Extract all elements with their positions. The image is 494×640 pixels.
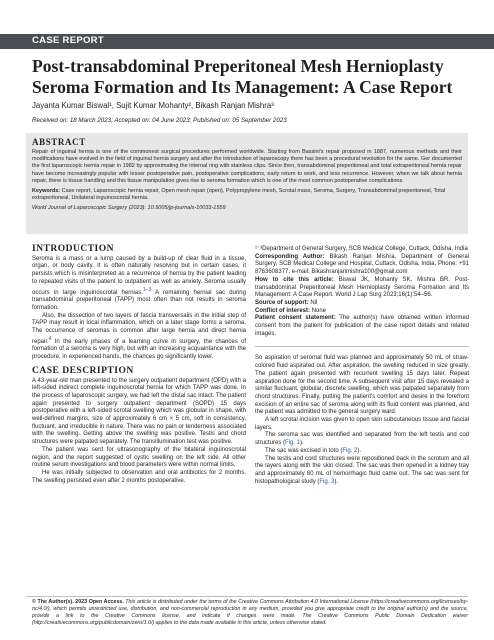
figure-2-link[interactable]: Fig. 2	[342, 447, 358, 454]
conflict-label: Conflict of interest:	[255, 307, 310, 314]
introduction-heading: INTRODUCTION	[32, 244, 115, 254]
body-paragraph-2: A left scrotal incision was given to open skin subcutaneous tissue and fascial layers.	[255, 417, 469, 431]
abstract-box	[26, 133, 468, 234]
how-to-cite	[255, 277, 469, 300]
body-p5-tail: ).	[334, 478, 339, 485]
case-paragraph-2: The patient was sent for ultrasonography of the bilateral inguinoscrotal region, and the report suggested of cystic swelling on the left side. All other routine serum investigations and blood parameters were within normal limits.	[32, 446, 246, 469]
report-type-label: CASE REPORT	[32, 35, 104, 46]
affiliation: ¹⁻³Department of General Surgery, SCB Medical College, Cuttack, Odisha, India	[255, 246, 468, 252]
source-of-support	[255, 300, 469, 308]
cite-label: How to cite this article:	[255, 276, 334, 283]
figure-1-link[interactable]: Fig. 1	[285, 440, 301, 447]
case-description-heading: CASE DESCRIPTION	[32, 365, 134, 376]
abstract-text: Repair of inguinal hernia is one of the commonest surgical procedures performed worldwide. Starting from Bassini's repair proposed in 1887, numerous methods and their modifications have evolved in the field of inguinal hernia surgery and after the introduction of laparoscopy there has been a procedural revolution for the same. Ger documented the first laparoscopic hernia repair in 1982 by approximating the internal ring with stainless clips. Since then, transabdominal preperitoneal and total extraperitoneal hernia repair have become increasingly popular with lesser postoperative pain, postoperative complications, early return to work, and less recurrence. However, when we talk about hernia repair, there is tissue handling and this tissue manipulation gives rise to seroma formation which is one of the most common postoperative complications.	[32, 149, 462, 184]
abstract-heading: ABSTRACT	[32, 137, 86, 147]
intro-p1-tail: A remaining hernial sac during transabdominal preperitoneal (TAPP) most often than not results in seroma formation.	[32, 289, 246, 311]
figure-3-link[interactable]: Fig. 3	[319, 478, 335, 485]
article-title: Post-transabdominal Preperitoneal Mesh Hernioplasty Seroma Formation and Its Management: A Case Report	[32, 56, 453, 97]
patient-consent	[255, 315, 469, 338]
intro-p1-ref[interactable]: 1–3	[142, 286, 152, 293]
publication-dates: Received on: 18 March 2023; Accepted on: 04 June 2023; Published on: 05 September 2023	[32, 117, 287, 124]
intro-paragraph-1	[32, 256, 246, 313]
conflict-of-interest	[255, 308, 469, 316]
conflict-text: None	[310, 307, 327, 314]
body-p3-text: The seroma sac was identified and separated from the left testis and cod structures (	[255, 432, 469, 447]
body-p4-tail: ).	[357, 447, 362, 454]
footer-divider	[26, 596, 468, 597]
intro-paragraph-2	[32, 313, 246, 362]
support-text: Nil	[308, 299, 318, 306]
author-list: Jayanta Kumar Biswal¹, Sujit Kumar Mohanty², Bikash Ranjan Mishra³	[32, 101, 274, 110]
intro-p2-tail: In the early phases of a learning curve in surgery, the chances of formation of a seroma is very high, but with an increasing acquaintance with the procedure, in experienced hands, the chances go significantly lower.	[32, 338, 246, 361]
body-p5-text: The testis and cord structures were repositioned back in the scrotum and all the layers along with the skin closed. The sac was then opened in a kidney tray and approximately 80 mL of hemorrhagic fluid came out. The sac was sent for histopathological study (	[255, 455, 469, 485]
license-footer	[32, 599, 468, 627]
body-paragraph-3	[255, 432, 469, 447]
body-paragraph-1: So aspiration of seromal fluid was planned and approximately 50 mL of straw-colored fluid aspirated out. After aspiration, the swelling reduced in size greatly. The patient again presented with recurrent swelling 15 days later. Repeat aspiration done for the second time. A subsequent visit after 15 days revealed a similar fluctuant, globular, discrete swelling, which was palpated separately from chord structures. Finally, putting the patient's comfort and desire in the forefront excision of an entire sac of seroma along with its fluid content was planned, and the patient was admitted to the general surgery ward.	[255, 355, 469, 416]
right-column	[255, 246, 469, 486]
intro-p2-text: Also, the dissection of two layers of fascia transversalis in the initial step of TAPP may result in local inflammation, which on a later stage forms a seroma. The occurrence of seromas is common after large hernia and direct hernia repair.	[32, 312, 246, 345]
corresponding-author	[255, 254, 469, 277]
consent-text: The author(s) have obtained written informed consent from the patient for publication of the case report details and related images.	[255, 315, 469, 337]
keywords	[32, 188, 462, 202]
support-label: Source of support:	[255, 299, 309, 306]
body-p4-text: The sac was excised in toto (	[265, 447, 343, 454]
body-p3-tail: ).	[300, 440, 304, 447]
body-paragraph-4	[255, 448, 469, 456]
corr-label: Corresponding Author:	[255, 253, 325, 260]
intro-p1-text: Seroma is a mass or a lump caused by a build-up of clear fluid in a tissue, organ, or body cavity. It is often naturally resolving but in certain cases, it persists which is misinterpreted as a recurrence of hernia by the patient leading to repeated visits of the patient to outpatient as well as anxiety. Seroma usually occurs in large inguinoscrotal hernias.	[32, 255, 246, 296]
footer-text: This article is distributed under the terms of the Creative Commons Attribution 4.0 International License (https://creativecommons.org/licenses/by-nc/4.0/), which permits unrestricted use, distribution, and non-commercial reproduction in any medium, provided you give appropriate credit to the original author(s) and the source, provide a link to the Creative Commons license, and indicate if changes were made. The Creative Commons Public Domain Dedication waiver (http://creativecommons.org/publicdomain/zero/1.0/) applies to the data made available in this article, unless otherwise stated.	[32, 599, 468, 626]
journal-citation: World Journal of Laparoscopic Surgery (2023): 10.5005/jp-journals-10033-1559	[32, 205, 226, 212]
consent-label: Patient consent statement:	[255, 315, 336, 322]
case-paragraph-3: He was initially subjected to observation and oral antibiotics for 2 months. The swelling persisted even after 2 months postoperative.	[32, 469, 246, 484]
cite-text: Biswal JK, Mohanty SK, Mishra BR. Post-transabdominal Preperitoneal Mesh Hernioplasty Seroma Formation and Its Management: A Case Report. World J Lap Surg 2023;16(1):54–56.	[255, 276, 469, 299]
keywords-label: Keywords:	[32, 188, 61, 195]
divider	[255, 346, 469, 347]
intro-p2-ref[interactable]: 4	[48, 335, 52, 342]
corr-text: Bikash Ranjan Mishra, Department of General Surgery, SCB Medical College and Hospital, Cuttack, Odisha, India, Phone: +91 8763608377, e-mail: Bikashranjanmishra100@gmail.com	[255, 253, 469, 276]
left-column	[32, 246, 246, 485]
keywords-text: Case report, Laparoscopic hernia repair, Open mesh repair (open), Polypropylene mesh, Scrotal mass, Seroma, Surgery, Transabdominal preperitoneal, Total extraperitoneal, Unilateral inguinoscrotal hernia.	[32, 188, 446, 202]
footer-lead: © The Author(s). 2023 Open Access.	[32, 599, 124, 605]
body-paragraph-5	[255, 456, 469, 487]
case-paragraph-1: A 43-year-old man presented to the surgery outpatient department (OPD) with a left-sided indirect complete inguinoscrotal hernia for which TAPP was done. In the process of laparoscopic surgery, we had left the distal sac intact. The patient again presented to surgery outpatient department (SOPD) 15 days postoperative with a left-sided scrotal swelling which was globular in shape, with well-defined margins, size of approximately 6 cm × 5 cm, soft in consistency, fluctuant, and irreducible in nature. There was no pain or tenderness associated with the swelling. Getting above the swelling was positive. Testis and chord structures were palpated separately. The transillumination test was positive.	[32, 377, 246, 446]
